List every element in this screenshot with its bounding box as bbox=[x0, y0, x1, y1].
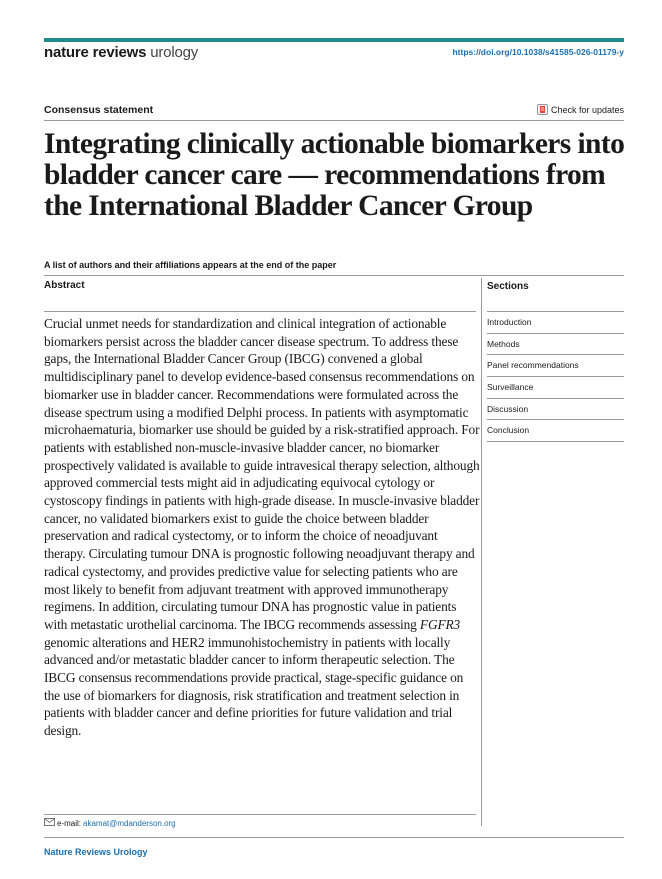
section-link-introduction[interactable]: Introduction bbox=[487, 312, 624, 334]
sections-heading: Sections bbox=[487, 281, 529, 292]
authors-note: A list of authors and their affiliations appears at the end of the paper bbox=[44, 260, 337, 270]
check-updates-label: Check for updates bbox=[550, 104, 624, 115]
section-link-surveillance[interactable]: Surveillance bbox=[487, 377, 624, 399]
article-type: Consensus statement bbox=[44, 104, 154, 116]
section-link-discussion[interactable]: Discussion bbox=[487, 399, 624, 421]
section-link-panel-recommendations[interactable]: Panel recommendations bbox=[487, 355, 624, 377]
email-label: e-mail: bbox=[57, 818, 82, 828]
divider bbox=[44, 275, 624, 276]
section-link-methods[interactable]: Methods bbox=[487, 334, 624, 356]
brand-bold: nature reviews bbox=[44, 44, 147, 61]
check-updates-icon bbox=[537, 104, 548, 115]
divider bbox=[44, 837, 624, 838]
sections-nav bbox=[487, 311, 624, 442]
abstract-heading: Abstract bbox=[44, 280, 85, 291]
doi-link[interactable]: https://doi.org/10.1038/s41585-026-01179-y bbox=[452, 47, 624, 57]
journal-brand[interactable] bbox=[44, 44, 198, 61]
article-title: Integrating clinically actionable biomarkers into bladder cancer care — recommendations from the International Bladder Cancer Group bbox=[44, 128, 625, 222]
header-accent-bar bbox=[44, 38, 624, 42]
email-link[interactable]: akamat@mdanderson.org bbox=[83, 818, 176, 828]
column-divider bbox=[481, 278, 482, 826]
divider bbox=[44, 311, 476, 312]
abstract-text-part2: genomic alterations and HER2 immunohistochemistry in patients with locally advanced and/or metastatic bladder cancer to inform therapeutic selection. The IBCG consensus recommendations provide practical, stage-specific guidance on the use of biomarkers for diagnosis, risk stratification and treatment selection in patients with bladder cancer and define priorities for future validation and trial design. bbox=[44, 634, 464, 739]
envelope-icon bbox=[44, 818, 55, 828]
divider bbox=[44, 120, 624, 121]
abstract-text-part1: Crucial unmet needs for standardization and clinical integration of actionable biomarkers persist across the bladder cancer disease spectrum. To address these gaps, the International Bladder Cancer Group (IBCG) convened a global multidisciplinary panel to develop evidence-based consensus recommendations on biomarker use in bladder cancer. Recommendations were formulated across the disease spectrum using a modified Delphi process. In patients with asymptomatic microhaematuria, biomarker use should be guided by a risk-stratified approach. For patients with established non-muscle-invasive bladder cancer, no biomarker prospectively validated is available to guide intravesical therapy selection, although approved commercial tests might aid in adjudicating equivocal cytology or cystoscopy findings in patients with high-grade disease. In muscle-invasive bladder cancer, no validated biomarkers exist to guide the choice between bladder preservation and radical cystectomy, or to inform the choice of neoadjuvant therapy. Circulating tumour DNA is prognostic following neoadjuvant therapy and radical cystectomy, and provides predictive value for selecting patients who are most likely to benefit from adjuvant treatment with approved immunotherapy regimens. In addition, circulating tumour DNA has prognostic value in patients with metastatic urothelial carcinoma. The IBCG recommends assessing bbox=[44, 316, 480, 632]
brand-light: urology bbox=[150, 44, 199, 61]
check-updates-button[interactable] bbox=[537, 104, 624, 115]
section-link-conclusion[interactable]: Conclusion bbox=[487, 420, 624, 442]
correspondence bbox=[44, 818, 176, 828]
abstract-text bbox=[44, 315, 480, 740]
footer-journal-link[interactable]: Nature Reviews Urology bbox=[44, 847, 148, 857]
divider bbox=[44, 814, 476, 815]
abstract-gene-name: FGFR3 bbox=[419, 616, 461, 632]
